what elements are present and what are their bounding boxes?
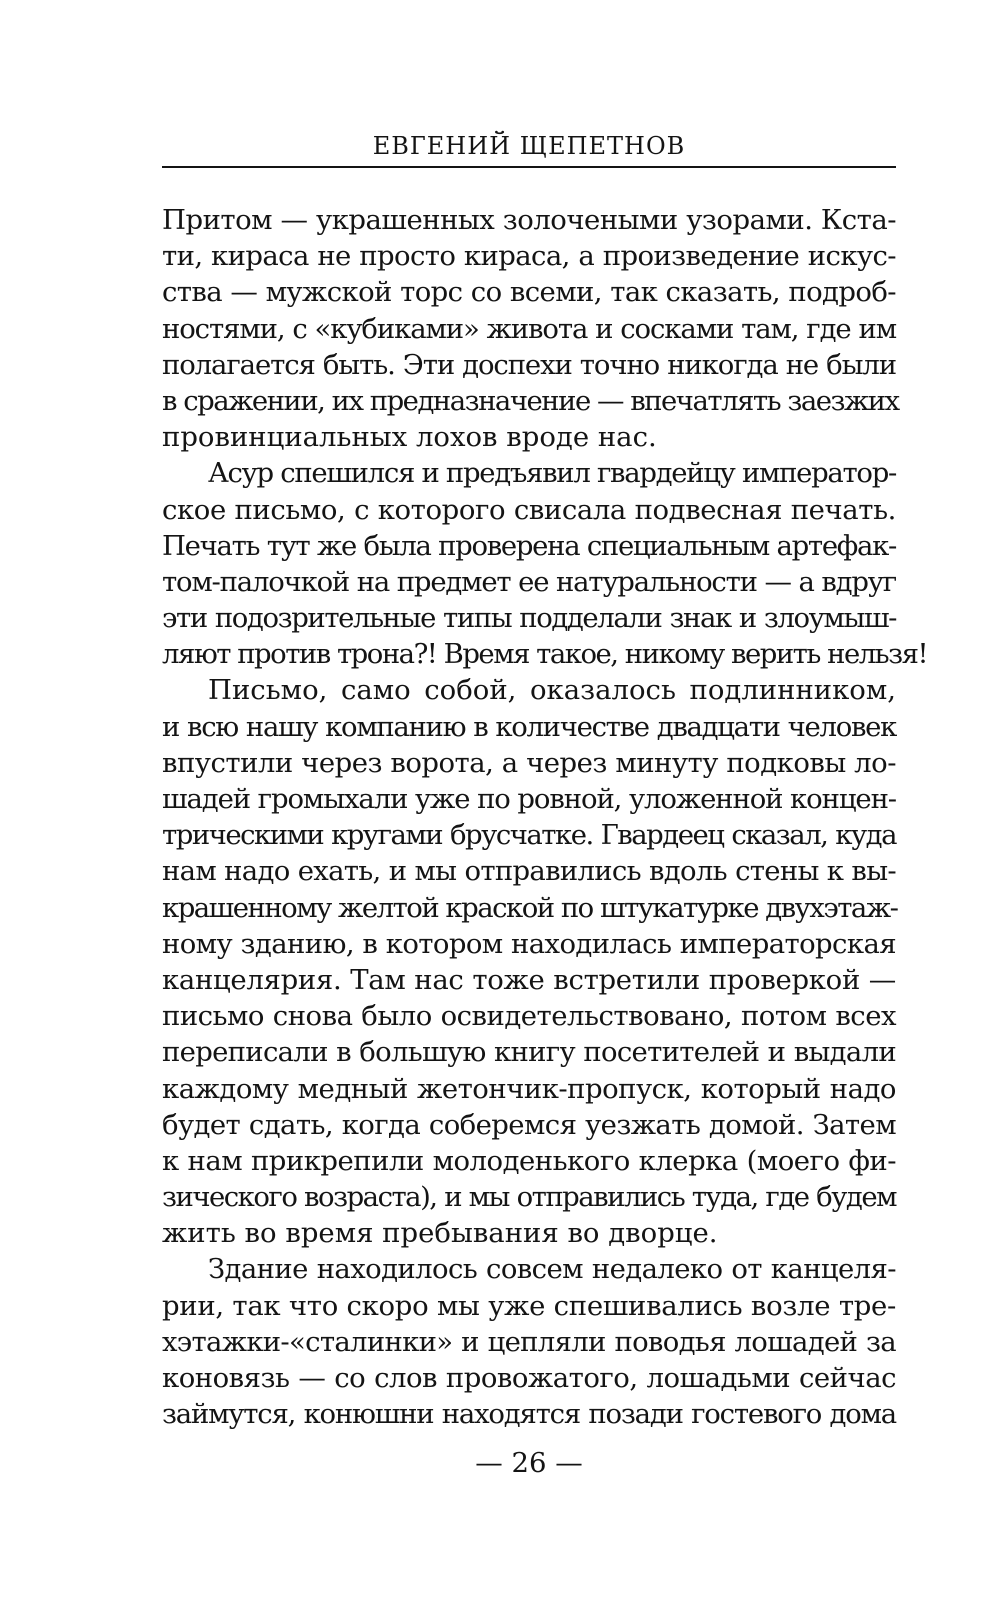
text-line: ностями, с «кубиками» живота и сосками там, где им xyxy=(162,312,896,345)
text-line: провинциальных лохов вроде нас. xyxy=(162,421,657,454)
text-line: ляют против трона?! Время такое, никому верить нельзя! xyxy=(162,638,928,671)
text-line: полагается быть. Эти доспехи точно никогда не были xyxy=(162,348,896,381)
text-line: Письмо, само собой, оказалось подлинником, xyxy=(208,674,896,707)
text-line: и всю нашу компанию в количестве двадцати человек xyxy=(162,710,896,743)
text-line: крашенному желтой краской по штукатурке двухэтаж- xyxy=(162,891,898,924)
text-line: Печать тут же была проверена специальным артефак- xyxy=(162,529,896,562)
text-line: Здание находилось совсем недалеко от канцеля- xyxy=(208,1253,896,1286)
text-line: ское письмо, с которого свисала подвесная печать. xyxy=(162,493,896,526)
text-line: том-палочкой на предмет ее натуральности — а вдруг xyxy=(162,565,896,598)
page-number: — 26 — xyxy=(475,1447,583,1479)
text-line: Асур спешился и предъявил гвардейцу император- xyxy=(208,457,896,490)
text-line: в сражении, их предназначение — впечатлять заезжих xyxy=(162,384,899,417)
text-line: шадей громыхали уже по ровной, уложенной концен- xyxy=(162,783,896,815)
text-line: канцелярия. Там нас тоже встретили проверкой — xyxy=(162,963,896,996)
text-line: рии, так что скоро мы уже спешивались возле тре- xyxy=(162,1289,896,1322)
text-line: эти подозрительные типы подделали знак и злоумыш- xyxy=(162,602,896,635)
text-line: коновязь — со слов провожатого, лошадьми сейчас xyxy=(162,1362,896,1394)
text-line: каждому медный жетончик-пропуск, который надо xyxy=(162,1072,896,1105)
text-line: впустили через ворота, а через минуту подковы ло- xyxy=(162,746,896,779)
header-rule xyxy=(162,166,896,168)
text-line: переписали в большую книгу посетителей и выдали xyxy=(162,1036,896,1069)
body-text xyxy=(162,202,928,1432)
text-line: трическими кругами брусчатке. Гвардеец сказал, куда xyxy=(162,819,896,852)
text-line: ному зданию, в котором находилась императорская xyxy=(162,927,896,960)
text-line: Притом — украшенных золочеными узорами. Кста- xyxy=(162,204,896,236)
running-head-author: ЕВГЕНИЙ ЩЕПЕТНОВ xyxy=(372,132,686,160)
text-line: к нам прикрепили молоденького клерка (моего фи- xyxy=(162,1144,896,1177)
text-line: нам надо ехать, и мы отправились вдоль стены к вы- xyxy=(162,855,896,888)
text-line: займутся, конюшни находятся позади гостевого дома xyxy=(162,1398,896,1431)
text-line: жить во время пребывания во дворце. xyxy=(162,1217,718,1250)
text-line: зического возраста), и мы отправились туда, где будем xyxy=(162,1181,896,1214)
text-line: будет сдать, когда соберемся уезжать домой. Затем xyxy=(162,1108,896,1141)
text-line: хэтажки-«сталинки» и цепляли поводья лошадей за xyxy=(162,1325,896,1358)
text-line: письмо снова было освидетельствовано, потом всех xyxy=(162,1000,896,1033)
text-line: ства — мужской торс со всеми, так сказать, подроб- xyxy=(162,276,896,309)
text-line: ти, кираса не просто кираса, а произведение искус- xyxy=(162,240,896,273)
